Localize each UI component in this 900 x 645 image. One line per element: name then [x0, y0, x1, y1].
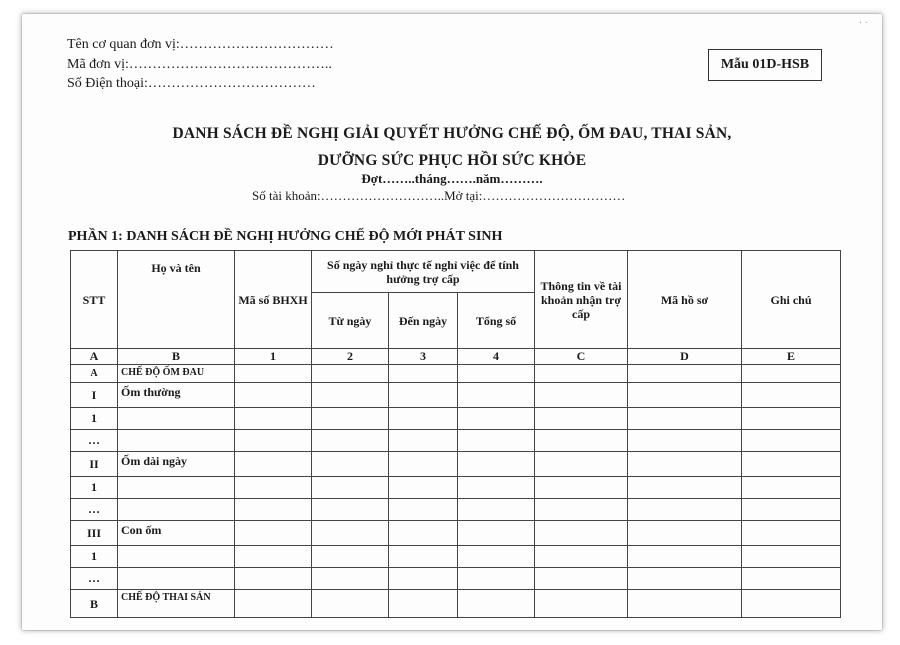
empty-cell — [742, 430, 841, 452]
empty-cell — [458, 452, 535, 477]
empty-cell — [458, 590, 535, 618]
agency-name-line: Tên cơ quan đơn vị:…………………………… — [67, 37, 334, 52]
index-cell: D — [628, 349, 742, 365]
stt-cell: I — [71, 383, 118, 408]
empty-cell — [235, 568, 312, 590]
table-row — [71, 408, 841, 430]
empty-cell — [312, 365, 389, 383]
empty-cell — [628, 383, 742, 408]
empty-cell — [742, 365, 841, 383]
stt-cell: A — [71, 365, 118, 383]
empty-cell — [628, 568, 742, 590]
form-code-box: Mẫu 01D-HSB — [708, 49, 822, 81]
empty-cell — [628, 430, 742, 452]
stt-cell: 1 — [71, 546, 118, 568]
empty-cell — [458, 546, 535, 568]
empty-cell — [389, 546, 458, 568]
name-cell — [118, 430, 235, 452]
empty-cell — [389, 499, 458, 521]
header-from-date: Từ ngày — [312, 293, 389, 349]
empty-cell — [535, 477, 628, 499]
stt-cell: III — [71, 521, 118, 546]
part1-title: PHẦN 1: DANH SÁCH ĐỀ NGHỊ HƯỞNG CHẾ ĐỘ MỚI PHÁT SINH — [68, 229, 503, 244]
empty-cell — [312, 383, 389, 408]
empty-cell — [458, 499, 535, 521]
empty-cell — [235, 452, 312, 477]
empty-cell — [389, 408, 458, 430]
empty-cell — [312, 546, 389, 568]
unit-code-line: Mã đơn vị:…………………………………….. — [67, 56, 332, 72]
document-title-line2: DƯỠNG SỨC PHỤC HỒI SỨC KHỎE — [317, 152, 587, 169]
empty-cell — [742, 568, 841, 590]
stt-cell: 1 — [71, 477, 118, 499]
index-cell: 3 — [389, 349, 458, 365]
stt-cell: … — [71, 430, 118, 452]
empty-cell — [742, 590, 841, 618]
empty-cell — [312, 477, 389, 499]
empty-cell — [235, 590, 312, 618]
empty-cell — [628, 590, 742, 618]
empty-cell — [535, 590, 628, 618]
empty-cell — [235, 521, 312, 546]
empty-cell — [458, 521, 535, 546]
name-cell — [118, 568, 235, 590]
index-cell: 1 — [235, 349, 312, 365]
empty-cell — [742, 499, 841, 521]
table-row — [71, 499, 841, 521]
scan-mark: · · — [858, 18, 868, 29]
empty-cell — [535, 383, 628, 408]
empty-cell — [742, 408, 841, 430]
name-cell — [118, 546, 235, 568]
index-cell: E — [742, 349, 841, 365]
empty-cell — [312, 430, 389, 452]
empty-cell — [235, 477, 312, 499]
empty-cell — [389, 365, 458, 383]
empty-cell — [742, 521, 841, 546]
name-cell: CHẾ ĐỘ ỐM ĐAU — [118, 365, 235, 383]
header-to-date: Đến ngày — [389, 293, 458, 349]
empty-cell — [235, 499, 312, 521]
table-row — [71, 477, 841, 499]
empty-cell — [628, 477, 742, 499]
empty-cell — [389, 590, 458, 618]
empty-cell — [535, 365, 628, 383]
name-cell — [118, 477, 235, 499]
header-bhxh: Mã số BHXH — [235, 251, 312, 349]
stt-cell: … — [71, 568, 118, 590]
empty-cell — [535, 452, 628, 477]
name-cell: Ốm dài ngày — [118, 452, 235, 477]
empty-cell — [312, 452, 389, 477]
index-cell: A — [71, 349, 118, 365]
stt-cell: II — [71, 452, 118, 477]
header-stt: STT — [71, 251, 118, 349]
empty-cell — [535, 568, 628, 590]
empty-cell — [628, 546, 742, 568]
empty-cell — [742, 477, 841, 499]
table-row — [71, 590, 841, 618]
empty-cell — [389, 452, 458, 477]
empty-cell — [628, 452, 742, 477]
name-cell — [118, 499, 235, 521]
stt-cell: … — [71, 499, 118, 521]
table-row — [71, 365, 841, 383]
empty-cell — [312, 521, 389, 546]
empty-cell — [312, 568, 389, 590]
empty-cell — [458, 430, 535, 452]
empty-cell — [535, 499, 628, 521]
empty-cell — [458, 477, 535, 499]
empty-cell — [235, 365, 312, 383]
stt-cell: 1 — [71, 408, 118, 430]
header-file-code: Mã hồ sơ — [628, 251, 742, 349]
empty-cell — [628, 408, 742, 430]
name-cell: Con ốm — [118, 521, 235, 546]
benefit-table — [70, 250, 841, 618]
period-line: Đợt……..tháng…….năm………. — [361, 171, 543, 186]
table-row — [71, 452, 841, 477]
index-cell: 4 — [458, 349, 535, 365]
empty-cell — [458, 365, 535, 383]
header-name: Họ và tên — [118, 251, 235, 349]
empty-cell — [628, 499, 742, 521]
header-days-group: Số ngày nghỉ thực tế nghỉ việc để tính hưởng trợ cấp — [312, 251, 535, 293]
table-row — [71, 430, 841, 452]
empty-cell — [535, 521, 628, 546]
empty-cell — [235, 408, 312, 430]
phone-line: Số Điện thoại:……………………………… — [67, 76, 316, 91]
header-account-info: Thông tin về tài khoản nhận trợ cấp — [535, 251, 628, 349]
header-total: Tổng số — [458, 293, 535, 349]
header-note: Ghi chú — [742, 251, 841, 349]
empty-cell — [628, 521, 742, 546]
empty-cell — [458, 568, 535, 590]
empty-cell — [742, 452, 841, 477]
org-info — [67, 35, 334, 94]
empty-cell — [312, 408, 389, 430]
name-cell: CHẾ ĐỘ THAI SẢN — [118, 590, 235, 618]
empty-cell — [458, 383, 535, 408]
empty-cell — [742, 546, 841, 568]
empty-cell — [535, 430, 628, 452]
index-cell: 2 — [312, 349, 389, 365]
bank-account-line: Số tài khoản:………………………..Mở tại:…………………………… — [252, 188, 626, 203]
empty-cell — [458, 408, 535, 430]
empty-cell — [742, 383, 841, 408]
empty-cell — [235, 546, 312, 568]
empty-cell — [389, 568, 458, 590]
empty-cell — [312, 590, 389, 618]
empty-cell — [389, 477, 458, 499]
table-row — [71, 521, 841, 546]
empty-cell — [235, 383, 312, 408]
name-cell — [118, 408, 235, 430]
table-row — [71, 568, 841, 590]
empty-cell — [312, 499, 389, 521]
table-row — [71, 546, 841, 568]
empty-cell — [535, 408, 628, 430]
table-row — [71, 383, 841, 408]
empty-cell — [389, 383, 458, 408]
empty-cell — [389, 521, 458, 546]
stt-cell: B — [71, 590, 118, 618]
index-cell: B — [118, 349, 235, 365]
empty-cell — [389, 430, 458, 452]
name-cell: Ốm thường — [118, 383, 235, 408]
document-sheet — [22, 14, 882, 630]
document-title-line1: DANH SÁCH ĐỀ NGHỊ GIẢI QUYẾT HƯỞNG CHẾ ĐỘ, ỐM ĐAU, THAI SẢN, — [172, 125, 732, 142]
empty-cell — [628, 365, 742, 383]
table-body — [71, 365, 841, 618]
index-cell: C — [535, 349, 628, 365]
empty-cell — [235, 430, 312, 452]
empty-cell — [535, 546, 628, 568]
